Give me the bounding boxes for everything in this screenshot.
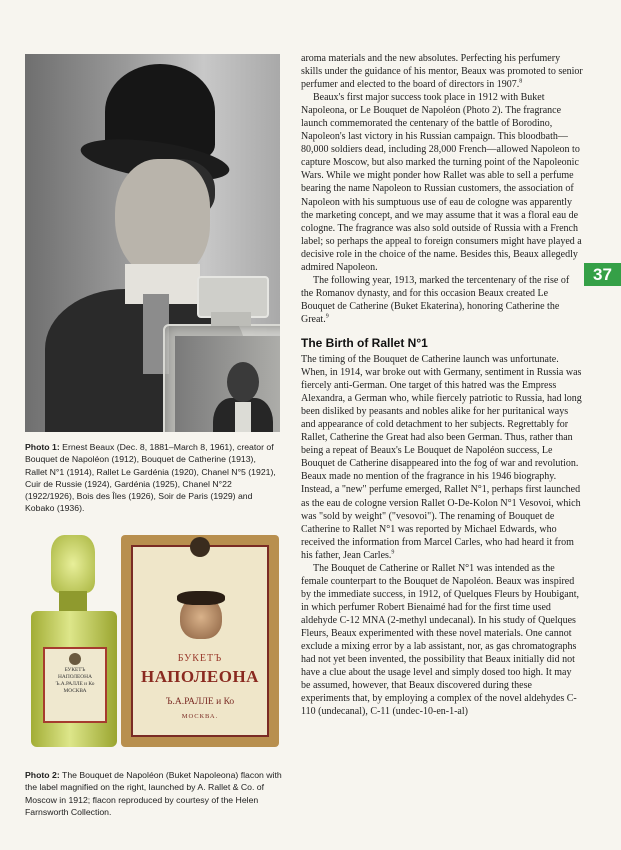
- section-heading: The Birth of Rallet N°1: [301, 335, 428, 350]
- footnote-ref: 9: [325, 313, 329, 320]
- flacon-neck: [59, 591, 87, 613]
- flacon-label-line: МОСКВА: [63, 688, 87, 694]
- flacon-neck: [211, 312, 251, 326]
- flacon-label-line: Ъ.А.РАЛЛЕ и Ко: [55, 681, 95, 687]
- flacon-label-line: БУКЕТЪ: [64, 667, 86, 673]
- flacon-label-line: НАПОЛЕОНА: [58, 674, 92, 680]
- photo1-caption: [25, 441, 280, 515]
- label-line-rallet: Ъ.А.РАЛЛЕ и Ко: [165, 697, 235, 707]
- flacon-eagle-stopper: [51, 535, 95, 593]
- photo1-caption-lead: Photo 1:: [25, 442, 60, 452]
- footnote-ref: 8: [519, 78, 523, 85]
- paragraph-1: [301, 52, 583, 91]
- napoleon-flacon: [27, 535, 119, 747]
- inset-head: [227, 362, 259, 402]
- label-inner: [131, 545, 269, 737]
- inset-shirt: [235, 402, 251, 432]
- photo2-caption-body: The Bouquet de Napoléon (Buket Napoleona) flacon with the label magnified on the right, launched by A. Rallet & Co. of Moscow in 1912; flacon reproduced by courtesy of the Helen Farnsworth Collection.: [25, 770, 282, 817]
- paragraph-1-text: aroma materials and the new absolutes. Perfecting his perfumery skills under the guidance of his mentor, Beaux was promoted to senior perfumer and elected to the board of directors in 1907.: [301, 53, 583, 91]
- face-profile: [115, 159, 210, 279]
- paragraph-3-text: The following year, 1913, marked the tercentenary of the rise of the Romanov dynasty, and for this occasion Beaux created Le Bouquet de Catherine (Buket Ekaterina), honoring Catherine the Great.: [301, 274, 570, 325]
- article-column: [301, 52, 583, 718]
- napoleon-label-magnified: [121, 535, 279, 747]
- bicorne-hat-icon: [177, 591, 225, 605]
- page-number-tab: 37: [584, 263, 621, 286]
- eagle-crest-icon: [190, 537, 210, 557]
- paragraph-2: Beaux's first major success took place in 1912 with Buket Napoleona, or Le Bouquet de Napoléon (Photo 2). The fragrance launch commemorated the centenary of the battle of Borodino, Napoleon's last victory in his Russian campaign. This bloodbath—80,000 soldiers dead, including 28,000 French—allowed Napoleon to capture Moscow, but also marked the turning point of the Napoleonic Wars. While we might ponder how Rallet was able to sell a perfume bearing the name Napoleon to Russian customers, the association of Napoleon with his sumptuous use of eau de cologne was apparently the marketing concept, and we may assume that it was a floral eau de cologne. The fragrance was also sold outside of Russia with a French label; so perhaps the appeal to foreign consumers might have played a decisive role in the choice of the name. Besides this, Beaux allegedly admired Napoleon.: [301, 92, 582, 273]
- photo1-caption-body: Ernest Beaux (Dec. 8, 1881–March 8, 1961), creator of Bouquet de Napoléon (1912), Bouquet de Catherine (1913), Rallet N°1 (1914), Rallet Le Gardénia (1920), Chanel N°5 (1921), Cuir de Russie (1924), Gardénia (1925), Chanel N°22 (1922/1926), Bois des Îles (1926), Soir de Paris (1929) and Kobako (1936).: [25, 442, 276, 514]
- flacon-inner-photo: [175, 336, 280, 432]
- flacon-label: [43, 647, 107, 723]
- chanel-flacon-inset: [163, 324, 280, 432]
- paragraph-3: [301, 274, 583, 326]
- label-line-buket: БУКЕТЪ: [177, 653, 223, 664]
- paragraph-4: [301, 353, 583, 562]
- photo-ernest-beaux: [25, 54, 280, 432]
- flacon-label-portrait: [69, 653, 81, 665]
- paragraph-5: The Bouquet de Catherine or Rallet N°1 was intended as the female counterpart to the Bouquet de Napoléon. Beaux was inspired by the immediate success, in 1912, of Quelques Fleurs by Houbigant, in which perfumer Robert Bienaimé had for the first time used aldehyde C-12 MNA (2-methyl undecanal). In his study of Quelques Fleurs, Beaux experimented with these novel materials. One cannot exclude a mixing error by a lab assistant, nor, as gas chromatographs had not yet been invented, the possibility that Beaux initially did not have a clue about the usage level and simply dosed too high. It may be assumed, however, that Beaux discovered during these experiments that, by employing a complex of the novel aldehydes C-110 (undecanal), C-11 (undec-10-en-1-al): [301, 562, 580, 718]
- footnote-ref: 9: [391, 549, 395, 556]
- photo2-caption: [25, 769, 295, 818]
- paragraph-4-text: The timing of the Bouquet de Catherine launch was unfortunate. When, in 1914, war broke out with Germany, sentiment in Russia was fiercely anti-German. One target of this hatred was the Empress Alexandra, a German who, while fiercely patriotic to Russia, had long been disliked by peasants and nobles alike for her puritanical ways and appearance of cold detachment to her subjects. Regrettably for Rallet, Catherine the Great had also been German. Thus, rather than being a repeat of Beaux's Le Bouquet de Napoléon success, Le Bouquet de Catherine disappeared into the fog of war and revolution. Beaux made no mention of the fragrance in his 1946 biography. Instead, a "new" perfume emerged, Rallet N°1, perhaps first launched as the eau de cologne version Rallet O-De-Kolon N°1 Vesovoi, which was "sold by weight" ("vesovoi"). The renaming of Bouquet de Catherine to Rallet N°1 was reported by Michael Edwards, who received the information from Marcel Carles, who had heard it from his father, Jean Carles.: [301, 353, 582, 561]
- label-line-moskva: МОСКВА.: [181, 713, 219, 720]
- photo2-caption-lead: Photo 2:: [25, 770, 60, 780]
- label-line-napoleona: НАПОЛЕОНА: [141, 667, 259, 686]
